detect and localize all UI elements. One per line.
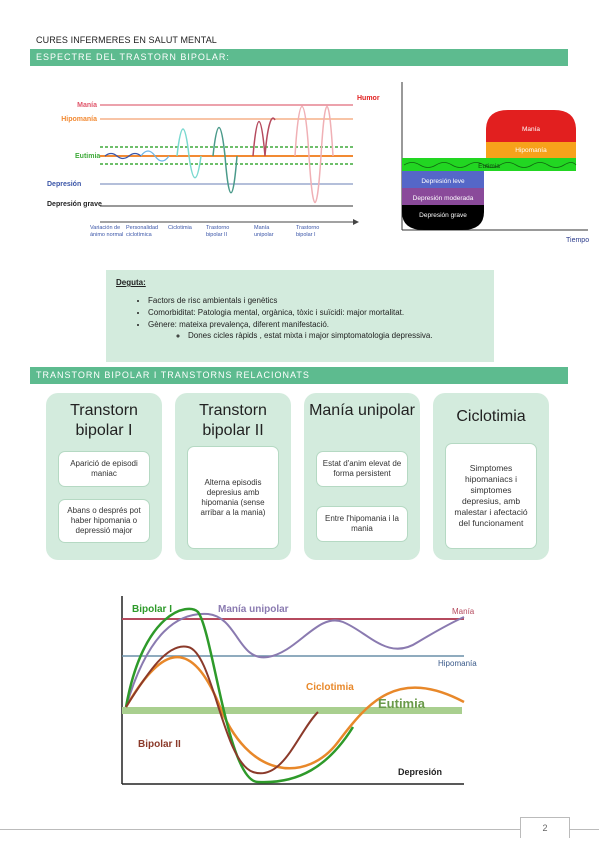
deguta-box <box>106 270 494 362</box>
deguta-item <box>148 320 484 340</box>
card-title: Transtorn bipolar I <box>70 402 138 439</box>
deguta-subitem: ◦ Dones cicles ràpids , estat mixta i major simptomatologia depressiva. <box>188 331 484 340</box>
section-related-disorders-title: TRANSTORN BIPOLAR I TRANSTORNS RELACIONATS <box>30 367 568 384</box>
xlabel-bipolar1: Trastorno bipolar I <box>296 225 320 238</box>
xlabel-personalidad: Personalidad ciclotímica <box>126 225 159 238</box>
xlabel-ciclotimia: Ciclotimia <box>168 225 192 231</box>
page-number: 2 <box>520 817 570 838</box>
label-hipomania: Hipomanía <box>61 116 97 123</box>
band-label-eutimia: Eutimia <box>478 163 500 170</box>
course-curves-figure <box>118 592 477 797</box>
label-mania-unipolar: Manía unipolar <box>218 604 289 615</box>
unipolar-wave <box>253 118 275 156</box>
card-bipolar1 <box>46 393 162 560</box>
band-label-dep-moderada: Depresión moderada <box>412 195 474 202</box>
label-tiempo: Tiempo <box>566 237 590 244</box>
label-hipomania: Hipomanía <box>438 659 477 668</box>
section-spectrum-title: ESPECTRE DEL TRASTORN BIPOLAR: <box>30 49 568 66</box>
label-depresion: Depresión <box>47 181 82 188</box>
label-humor: Humor <box>357 95 380 102</box>
card-box: Aparició de episodi maniac <box>58 451 150 487</box>
label-depresion-grave: Depresión grave <box>47 201 102 208</box>
card-box: Alterna episodis depresius amb hipomania (sense arribar a la mania) <box>187 446 279 549</box>
bipolar1-wave <box>295 107 333 203</box>
band-label-dep-leve: Depresión leve <box>421 178 465 185</box>
label-eutimia: Eutimia <box>378 696 425 711</box>
label-bipolar1: Bipolar I <box>132 604 173 615</box>
deguta-item: • Factors de risc ambientals i genètics <box>148 296 484 305</box>
band-label-dep-grave: Depresión grave <box>419 212 467 219</box>
card-title: Manía unipolar <box>309 402 415 419</box>
label-eutimia: Eutimia <box>75 153 101 160</box>
xlabel-unipolar: Manía unipolar <box>254 225 274 238</box>
card-bipolar2 <box>175 393 291 560</box>
band-label-mania: Manía <box>521 126 541 133</box>
label-depresion: Depresión <box>398 767 443 777</box>
deguta-list <box>116 296 484 340</box>
ciclotimia-wave <box>177 129 201 178</box>
xlabel-normal: Variación de ánimo normal <box>90 225 124 238</box>
deguta-item-text: Gènere: mateixa prevalença, diferent manifestació. <box>148 320 329 329</box>
card-box: Entre l'hipomania i la mania <box>316 506 408 542</box>
card-box: Estat d'anim elevat de forma persistent <box>316 451 408 487</box>
label-mania: Manía <box>452 607 475 616</box>
card-title: Transtorn bipolar II <box>199 402 267 439</box>
card-mania-unipolar <box>304 393 420 560</box>
document-header-title: CURES INFERMERES EN SALUT MENTAL <box>36 35 217 45</box>
label-bipolar2: Bipolar II <box>138 739 181 750</box>
card-title: Ciclotimia <box>456 408 526 425</box>
xlabel-bipolar2: Trastorno bipolar II <box>206 225 230 238</box>
card-box: Simptomes hipomaniacs i simptomes depresius, amb malestar i afectació del funcionament <box>445 443 537 549</box>
bipolar2-wave <box>213 128 237 193</box>
label-mania: Manía <box>77 102 97 109</box>
label-ciclotimia: Ciclotimia <box>306 682 354 693</box>
footer-line <box>0 829 599 830</box>
card-box: Abans o després pot haber hipomania o depressió major <box>58 499 150 543</box>
mania-unipolar-curve <box>126 614 464 707</box>
mood-bands-figure <box>398 80 598 248</box>
band-label-hipomania: Hipomanía <box>515 147 547 154</box>
deguta-item: • Comorbiditat: Patologia mental, orgànica, tòxic i suïcidi: major mortalitat. <box>148 308 484 317</box>
deguta-heading: Deguta: <box>116 278 146 287</box>
deguta-sublist <box>148 331 484 340</box>
card-ciclotimia <box>433 393 549 560</box>
